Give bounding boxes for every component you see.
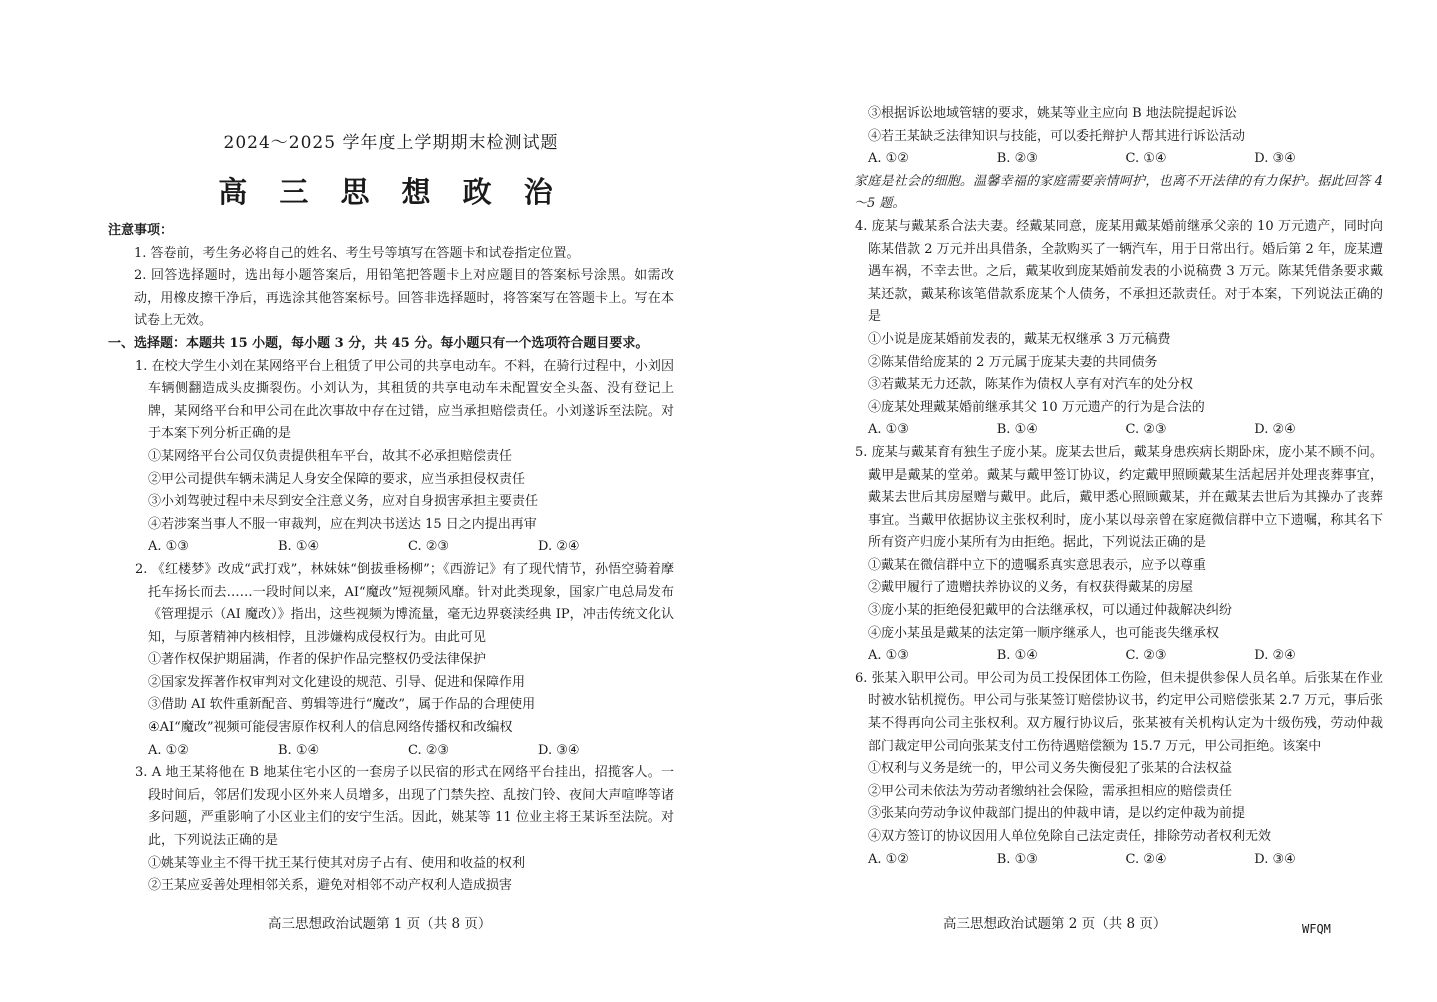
question-4-option-1: ①小说是庞某婚前发表的，戴某无权继承 3 万元稿费	[868, 331, 1171, 347]
question-5-choice-d: D. ②④	[1254, 648, 1296, 664]
notice-item-2: 2. 回答选择题时，选出每小题答案后，用铅笔把答题卡上对应题目的答案标号涂黑。如需改动，用橡皮擦干净后，再选涂其他答案标号。回答非选择题时，将答案写在答题卡上。写在本试卷上无效。	[134, 268, 674, 329]
question-1-choice-d: D. ②④	[538, 539, 580, 555]
exam-page-2	[718, 0, 1437, 1002]
question-3-option-2: ②王某应妥善处理相邻关系，避免对相邻不动产权利人造成损害	[148, 878, 513, 894]
exam-code-mark: WFQM	[1302, 922, 1331, 936]
question-5-option-1: ①戴某在微信群中立下的遗嘱系真实意思表示，应予以尊重	[868, 557, 1207, 573]
question-4-choice-b: B. ①④	[996, 422, 1038, 438]
question-3-option-4: ④若王某缺乏法律知识与技能，可以委托辩护人帮其进行诉讼活动	[868, 128, 1246, 144]
question-2-option-4: ④AI“魔改”视频可能侵害原作权利人的信息网络传播权和改编权	[148, 720, 513, 736]
question-3-stem: 3. A 地王某将他在 B 地某住宅小区的一套房子以民宿的形式在网络平台挂出，招揽客人。一段时间后，邻居们发现小区外来人员增多，出现了门禁失控、乱按门铃、夜间大声喧哗等诸多问题，严重影响了小区业主们的安宁生活。因此，姚某等 11 位业主将王某诉至法院。对此，下列说法正确的是	[135, 765, 674, 849]
question-1-option-3: ③小刘驾驶过程中未尽到安全注意义务，应对自身损害承担主要责任	[148, 494, 539, 510]
question-4-choice-c: C. ②③	[1125, 422, 1167, 438]
question-3-choice-b: B. ②③	[996, 151, 1038, 167]
question-2-choice-d: D. ③④	[538, 742, 580, 758]
question-6-choice-c: C. ②④	[1125, 851, 1167, 867]
question-5-choice-a: A. ①③	[868, 648, 909, 664]
question-6-option-4: ④双方签订的协议因用人单位免除自己法定责任，排除劳动者权利无效	[868, 829, 1272, 844]
question-3-choice-d: D. ③④	[1254, 151, 1296, 167]
question-1-option-2: ②甲公司提供车辆未满足人身安全保障的要求，应当承担侵权责任	[148, 471, 526, 487]
question-6-option-2: ②甲公司未依法为劳动者缴纳社会保险，需承担相应的赔偿责任	[868, 783, 1233, 799]
question-2-choice-a: A. ①②	[148, 742, 189, 758]
exam-subject: 高 三 思 想 政 治	[218, 175, 564, 209]
question-4-option-4: ④庞某处理戴某婚前继承其父 10 万元遗产的行为是合法的	[868, 399, 1205, 415]
page-2-footer: 高三思想政治试题第 2 页（共 8 页）	[943, 916, 1167, 932]
question-6-choice-b: B. ①③	[996, 851, 1038, 867]
question-1-option-1: ①某网络平台公司仅负责提供租车平台，故其不必承担赔偿责任	[148, 448, 513, 464]
question-2-choice-c: C. ②③	[408, 742, 450, 758]
page-2-content	[828, 103, 1383, 871]
question-6-option-3: ③张某向劳动争议仲裁部门提出的仲裁申请，是以约定仲裁为前提	[868, 806, 1246, 822]
question-3-choice-a: A. ①②	[868, 151, 909, 167]
notice-item-1: 1. 答卷前，考生务必将自己的姓名、考生号等填写在答题卡和试卷指定位置。	[134, 245, 580, 261]
question-5-choices	[828, 645, 1383, 668]
question-3-option-1: ①姚某等业主不得干扰王某行使其对房子占有、使用和收益的权利	[148, 855, 526, 871]
exam-page-1	[0, 0, 718, 1002]
question-6-choices	[828, 849, 1383, 872]
page-1-footer: 高三思想政治试题第 1 页（共 8 页）	[268, 916, 492, 932]
question-2-option-3: ③借助 AI 软件重新配音、剪辑等进行“魔改”，属于作品的合理使用	[148, 697, 536, 713]
question-5-option-3: ③庞小某的拒绝侵犯戴甲的合法继承权，可以通过仲裁解决纠纷	[868, 603, 1233, 619]
question-3-choices	[828, 148, 1383, 171]
question-4-option-2: ②陈某借给庞某的 2 万元属于庞某夫妻的共同债务	[868, 354, 1158, 370]
question-1-choices	[108, 536, 674, 559]
material-intro: 家庭是社会的细胞。温馨幸福的家庭需要亲情呵护，也离不开法律的有力保护。据此回答 4～5 题。	[854, 173, 1383, 212]
question-1-stem: 1. 在校大学生小刘在某网络平台上租赁了甲公司的共享电动车。不料，在骑行过程中，小刘因车辆侧翻造成头皮撕裂伤。小刘认为，其租赁的共享电动车未配置安全头盔、没有登记上牌，某网络平台和甲公司在此次事故中存在过错，应当承担赔偿责任。小刘遂诉至法院。对于本案下列分析正确的是	[135, 358, 674, 442]
question-4-choices	[828, 419, 1383, 442]
question-6-choice-d: D. ③④	[1254, 851, 1296, 867]
question-2-choices	[108, 740, 674, 763]
question-4-option-3: ③若戴某无力还款，陈某作为债权人享有对汽车的处分权	[868, 377, 1194, 393]
question-6-option-1: ①权利与义务是统一的，甲公司义务失衡侵犯了张某的合法权益	[868, 761, 1233, 777]
question-4-choice-d: D. ②④	[1254, 422, 1296, 438]
question-2-option-2: ②国家发挥著作权审判对文化建设的规范、引导、促进和保障作用	[148, 674, 526, 690]
question-2-stem: 2. 《红楼梦》改成“武打戏”，林妹妹“倒拔垂杨柳”；《西游记》有了现代情节，孙悟空骑着摩托车扬长而去……一段时间以来，AI“魔改”短视频风靡。针对此类现象，国家广电总局发布《管理提示（AI 魔改）》指出，这些视频为博流量，毫无边界亵渎经典 IP，冲击传统文化认知，与原著精神内核相悖，且涉嫌构成侵权行为。由此可见	[135, 561, 674, 645]
question-6-stem: 6. 张某入职甲公司。甲公司为员工投保团体工伤险，但未提供参保人员名单。后张某在作业时被水钻机搅伤。甲公司与张某签订赔偿协议书，约定甲公司赔偿张某 2.7 万元，事后张某不得再向公司主张权利。双方履行协议后，张某被有关机构认定为十级伤残，劳动仲裁部门裁定甲公司向张某支付工伤待遇赔偿额为 15.7 万元，甲公司拒绝。该案中	[855, 670, 1383, 754]
question-1-choice-a: A. ①③	[148, 539, 189, 555]
question-5-choice-b: B. ①④	[996, 648, 1038, 664]
question-1-option-4: ④若涉案当事人不服一审裁判，应在判决书送达 15 日之内提出再审	[148, 516, 537, 532]
section-heading: 一、选择题：本题共 15 小题，每小题 3 分，共 45 分。每小题只有一个选项符合题目要求。	[108, 335, 649, 351]
question-3-option-3: ③根据诉讼地域管辖的要求，姚某等业主应向 B 地法院提起诉讼	[868, 106, 1237, 121]
notice-heading: 注意事项：	[108, 223, 174, 238]
exam-title: 2024～2025 学年度上学期期末检测试题	[223, 133, 559, 153]
question-4-choice-a: A. ①③	[868, 422, 909, 438]
question-1-choice-c: C. ②③	[408, 539, 450, 555]
question-5-option-4: ④庞小某虽是戴某的法定第一顺序继承人，也可能丧失继承权	[868, 625, 1220, 641]
question-5-choice-c: C. ②③	[1125, 648, 1167, 664]
question-5-option-2: ②戴甲履行了遗赠扶养协议的义务，有权获得戴某的房屋	[868, 580, 1194, 596]
question-5-stem: 5. 庞某与戴某育有独生子庞小某。庞某去世后，戴某身患疾病长期卧床，庞小某不顾不问。戴甲是戴某的堂弟。戴某与戴甲签订协议，约定戴甲照顾戴某生活起居并处理丧葬事宜，戴某去世后其房屋赠与戴甲。此后，戴甲悉心照顾戴某，并在戴某去世后为其操办了丧葬事宜。当戴甲依据协议主张权利时，庞小某以母亲曾在家庭微信群中立下遗嘱，称其名下所有资产归庞小某所有为由拒绝。据此，下列说法正确的是	[855, 444, 1383, 551]
question-3-choice-c: C. ①④	[1125, 151, 1167, 167]
page-1-content	[108, 220, 674, 898]
question-4-stem: 4. 庞某与戴某系合法夫妻。经戴某同意，庞某用戴某婚前继承父亲的 10 万元遗产，同时向陈某借款 2 万元并出具借条，全款购买了一辆汽车，用于日常出行。婚后第 2 年，庞某遭遇车祸，不幸去世。之后，戴某收到庞某婚前发表的小说稿费 3 万元。陈某凭借条要求戴某还款，戴某称该笔借款系庞某个人债务，不承担还款责任。对于本案，下列说法正确的是	[855, 218, 1383, 325]
question-2-choice-b: B. ①④	[278, 742, 320, 758]
question-1-choice-b: B. ①④	[278, 539, 320, 555]
question-6-choice-a: A. ①②	[868, 851, 909, 867]
question-2-option-1: ①著作权保护期届满，作者的保护作品完整权仍受法律保护	[148, 652, 487, 668]
